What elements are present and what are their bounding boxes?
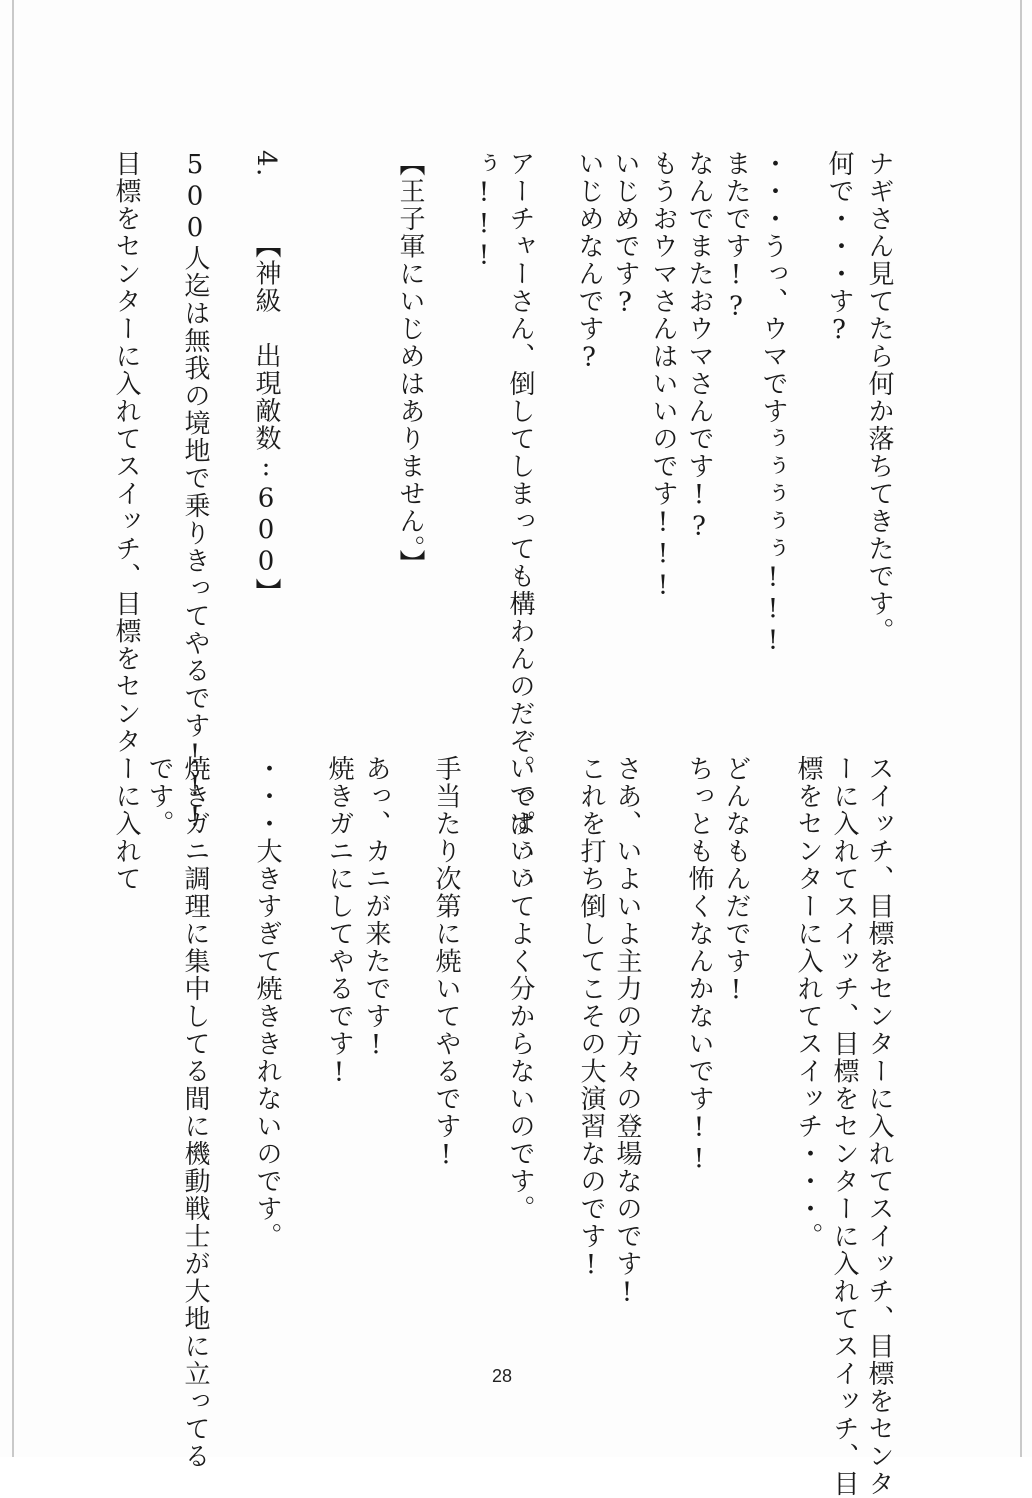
text-line: です。 <box>144 755 174 838</box>
text-line: ・・・うっ、ウマですぅぅぅぅぅ!!! <box>758 150 788 657</box>
text-line: 500人迄は無我の境地で乗りきってやるです!!! <box>180 150 210 834</box>
text-line: 焼きガニ調理に集中してる間に機動戦士が大地に立ってる <box>180 755 210 1470</box>
text-line: ナギさん見てたら何か落ちてきたです。 <box>864 150 894 645</box>
text-line: どんなもんだです! <box>721 755 751 1007</box>
text-line: 焼きガニにしてやるです! <box>324 755 354 1089</box>
page-number: 28 <box>491 1366 513 1386</box>
text-line: いっぱいいてよく分からないのです。 <box>505 755 535 1223</box>
text-line: ・・・大きすぎて焼ききれないのです。 <box>252 755 282 1250</box>
text-line: 標をセンターに入れてスイッチ・・・。 <box>793 755 823 1250</box>
text-line: 何で・・・す? <box>824 150 854 347</box>
section-heading: 【神級 出現敵数:600】 <box>251 232 281 606</box>
section-heading: 【王子軍にいじめはありません。】 <box>395 150 425 577</box>
section-number: 4. <box>251 150 281 178</box>
text-line: いじめです? <box>610 150 640 319</box>
text-line: ちっとも怖くなんかないです!! <box>684 755 714 1176</box>
text-line: またです!? <box>721 150 751 323</box>
page-edge-left <box>12 0 14 1457</box>
text-line: さあ、いよいよ主力の方々の登場なのです! <box>612 755 642 1309</box>
text-line: これを打ち倒してこその大演習なのです! <box>576 755 606 1282</box>
text-line: スイッチ、目標をセンターに入れてスイッチ、目標をセンタ <box>864 755 894 1498</box>
text-line: もうおウマさんはいいのです!!! <box>648 150 678 602</box>
text-line: なんでまたおウマさんです!? <box>684 150 714 543</box>
text-line: ーに入れてスイッチ、目標をセンターに入れてスイッチ、目 <box>829 755 859 1498</box>
text-line: あっ、カニが来たです! <box>361 755 391 1062</box>
text-line: いじめなんです? <box>574 150 604 374</box>
page-edge-right <box>1020 0 1022 1457</box>
text-line: 手当たり次第に焼いてやるです! <box>431 755 461 1172</box>
text-line: ぅ!!! <box>469 150 499 272</box>
text-line: 目標をセンターに入れてスイッチ、目標をセンターに入れて <box>111 150 141 893</box>
text-line: アーチャーさん、倒してしまっても構わんのだぞ。ですぅぅ <box>505 150 535 893</box>
